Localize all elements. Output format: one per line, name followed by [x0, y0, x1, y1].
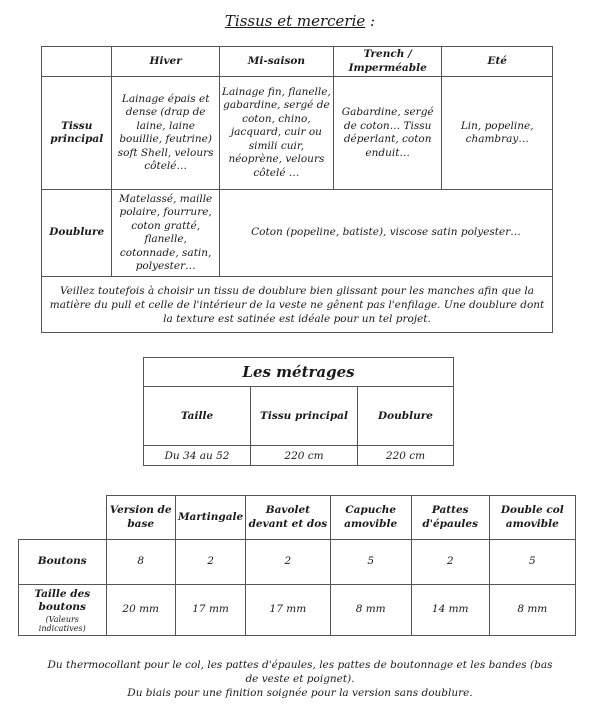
- fabrics-header-row: [42, 47, 553, 77]
- fabrics-header-empty: [42, 47, 112, 77]
- boutons-cell: 5: [489, 540, 575, 585]
- buttons-header-version-de-base: Version de base: [106, 496, 175, 540]
- footer-line-1: Du thermocollant pour le col, les pattes d'épaules, les pattes de boutonnage et les bandes (bas de veste et poignet).: [47, 659, 553, 685]
- metrages-header-taille: Taille: [144, 387, 251, 446]
- boutons-cell: 8: [106, 540, 175, 585]
- metrages-title: Les métrages: [144, 358, 454, 387]
- fabrics-table: [41, 46, 553, 333]
- fabrics-note: Veillez toutefois à choisir un tissu de doublure bien glissant pour les manches afin que la matière du pull et celle de l'intérieur de la veste ne gênent pas l'enfilage. Une doublure dont la texture est satinée est idéale pour un tel projet.: [42, 277, 553, 333]
- metrages-header-row: [144, 387, 454, 446]
- table-row: [19, 585, 576, 636]
- fabrics-header-mi-saison: Mi-saison: [219, 47, 333, 77]
- section-title: [0, 12, 600, 30]
- cell-doublure-hiver: Matelassé, maille polaire, fourrure, coton gratté, flanelle, cotonnade, satin, polyester…: [112, 190, 220, 277]
- buttons-header-pattes: Pattes d'épaules: [411, 496, 489, 540]
- row-label-doublure: Doublure: [42, 190, 112, 277]
- table-row: [42, 190, 553, 277]
- buttons-table: [18, 495, 576, 636]
- taille-cell: 14 mm: [411, 585, 489, 636]
- section-title-text: Tissus et mercerie: [224, 12, 366, 30]
- taille-cell: 17 mm: [175, 585, 245, 636]
- cell-tissu-hiver: Lainage épais et dense (drap de laine, laine bouillie, feutrine) soft Shell, velours côtelé…: [112, 77, 220, 190]
- metrages-cell-doublure: 220 cm: [358, 446, 454, 466]
- fabrics-header-ete: Eté: [442, 47, 553, 77]
- metrages-title-row: [144, 358, 454, 387]
- metrages-table: [143, 357, 454, 466]
- row-label-taille-boutons: [19, 585, 107, 636]
- fabrics-header-trench: Trench / Imperméable: [333, 47, 442, 77]
- boutons-cell: 2: [246, 540, 330, 585]
- buttons-header-capuche: Capuche amovible: [330, 496, 411, 540]
- taille-boutons-sublabel: (Valeurs indicatives): [38, 614, 86, 633]
- cell-doublure-other: Coton (popeline, batiste), viscose satin polyester…: [219, 190, 552, 277]
- metrages-header-doublure: Doublure: [358, 387, 454, 446]
- footer-notes: [40, 658, 560, 700]
- taille-cell: 20 mm: [106, 585, 175, 636]
- cell-tissu-ete: Lin, popeline, chambray…: [442, 77, 553, 190]
- cell-tissu-mi-saison: Lainage fin, flanelle, gabardine, sergé de coton, chino, jacquard, cuir ou simili cuir, néoprène, velours côtelé …: [219, 77, 333, 190]
- row-label-boutons: Boutons: [19, 540, 107, 585]
- row-label-tissu-principal: Tissu principal: [42, 77, 112, 190]
- footer-line-2: Du biais pour une finition soignée pour la version sans doublure.: [127, 687, 473, 699]
- taille-cell: 8 mm: [330, 585, 411, 636]
- metrages-header-tissu: Tissu principal: [251, 387, 358, 446]
- table-row: [144, 446, 454, 466]
- taille-cell: 8 mm: [489, 585, 575, 636]
- metrages-cell-tissu: 220 cm: [251, 446, 358, 466]
- cell-tissu-trench: Gabardine, sergé de coton… Tissu déperlant, coton enduit…: [333, 77, 442, 190]
- buttons-header-row: [19, 496, 576, 540]
- boutons-cell: 2: [175, 540, 245, 585]
- buttons-header-empty: [19, 496, 107, 540]
- taille-boutons-label: Taille des boutons: [34, 587, 91, 613]
- taille-cell: 17 mm: [246, 585, 330, 636]
- buttons-header-martingale: Martingale: [175, 496, 245, 540]
- boutons-cell: 2: [411, 540, 489, 585]
- table-row: [42, 77, 553, 190]
- section-title-suffix: :: [365, 12, 376, 30]
- metrages-cell-taille: Du 34 au 52: [144, 446, 251, 466]
- boutons-cell: 5: [330, 540, 411, 585]
- table-row: [19, 540, 576, 585]
- fabrics-header-hiver: Hiver: [112, 47, 220, 77]
- buttons-header-bavolet: Bavolet devant et dos: [246, 496, 330, 540]
- buttons-header-double-col: Double col amovible: [489, 496, 575, 540]
- table-row: [42, 277, 553, 333]
